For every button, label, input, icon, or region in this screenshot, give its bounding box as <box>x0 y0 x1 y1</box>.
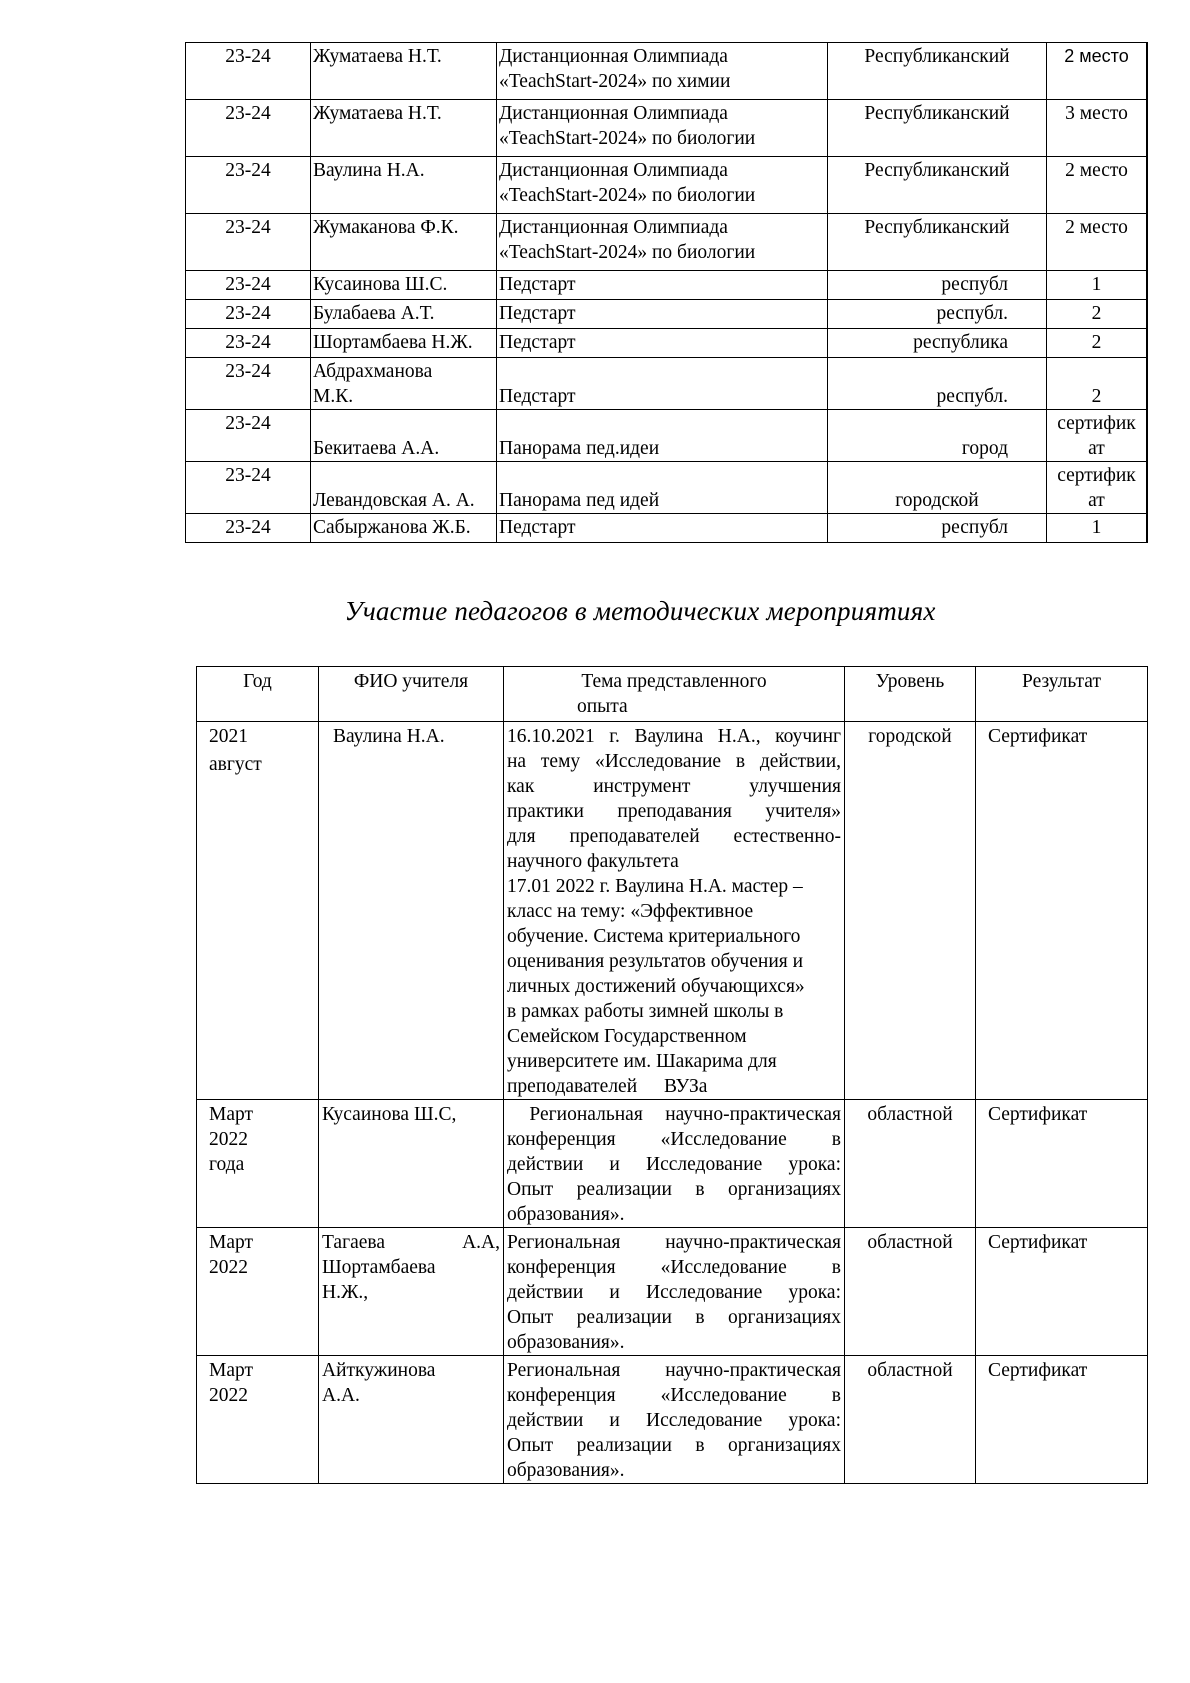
teacher-cell: Ваулина Н.А. <box>319 722 504 1100</box>
teacher-cell: Ваулина Н.А. <box>311 157 497 214</box>
level-cell: республ. <box>828 358 1047 410</box>
level-cell: республ. <box>828 300 1047 329</box>
year-cell: 23-24 <box>186 329 311 358</box>
table-row <box>186 358 1148 410</box>
event-cell: Педстарт <box>497 329 828 358</box>
topic-cell: Региональная научно-практическая конференция «Исследование в действии и Исследование урока: Опыт реализации в организациях образования». <box>504 1100 845 1228</box>
result-cell: Сертификат <box>976 1228 1148 1356</box>
header-teacher: ФИО учителя <box>319 667 504 722</box>
event-cell: Дистанционная Олимпиада «TeachStart-2024» по химии <box>497 43 828 100</box>
event-cell: Педстарт <box>497 271 828 300</box>
teacher-cell: Кусаинова Ш.С. <box>311 271 497 300</box>
event-cell: Педстарт <box>497 358 828 410</box>
result-cell: 2 место <box>1047 157 1148 214</box>
teacher-cell: Жуматаева Н.Т. <box>311 100 497 157</box>
teacher-cell: Жумаканова Ф.К. <box>311 214 497 271</box>
teacher-cell: Айткужинова А.А. <box>319 1356 504 1484</box>
result-cell: Сертификат <box>976 1100 1148 1228</box>
year-cell: 23-24 <box>186 514 311 543</box>
competitions-table <box>185 42 1148 543</box>
result-cell: 2 <box>1047 300 1148 329</box>
section-title: Участие педагогов в методических мероприятиях <box>344 596 936 626</box>
teacher-cell: Сабыржанова Ж.Б. <box>311 514 497 543</box>
result-cell: сертифик ат <box>1047 462 1148 514</box>
table-row <box>186 100 1148 157</box>
header-year: Год <box>197 667 319 722</box>
table-row <box>197 1228 1148 1356</box>
teacher-cell: Тагаева А.А, Шортамбаева Н.Ж., <box>319 1228 504 1356</box>
event-cell: Панорама пед идей <box>497 462 828 514</box>
table-row <box>197 722 1148 1100</box>
year-cell: 23-24 <box>186 43 311 100</box>
table-row <box>186 462 1148 514</box>
header-level: Уровень <box>845 667 976 722</box>
topic-cell: 16.10.2021 г. Ваулина Н.А., коучинг на тему «Исследование в действии, как инструмент улучшения практики преподавания учителя» для преподавателей естественно- научного факультета 17.01 2022 г. Ваулина Н.А. мастер – класс на тему: «Эффективное обучение. Система критериального оценивания результатов обучения и личных достижений обучающихся» в рамках работы зимней школы в Семейском Государственном университете им. Шакарима для преподавателей ВУЗа <box>504 722 845 1100</box>
teacher-cell: Жуматаева Н.Т. <box>311 43 497 100</box>
level-cell: Республиканский <box>828 100 1047 157</box>
year-cell: Март 2022 <box>197 1356 319 1484</box>
level-cell: областной <box>845 1228 976 1356</box>
table-row <box>186 214 1148 271</box>
header-topic: Тема представленного опыта <box>504 667 845 722</box>
level-cell: республ <box>828 514 1047 543</box>
event-cell: Педстарт <box>497 514 828 543</box>
year-cell: 23-24 <box>186 214 311 271</box>
level-cell: городской <box>845 722 976 1100</box>
result-cell: 2 место <box>1047 43 1148 100</box>
level-cell: городской <box>828 462 1047 514</box>
teacher-cell: Шортамбаева Н.Ж. <box>311 329 497 358</box>
table-row <box>197 1356 1148 1484</box>
table-header-row <box>197 667 1148 722</box>
table-row <box>197 1100 1148 1228</box>
event-cell: Дистанционная Олимпиада «TeachStart-2024» по биологии <box>497 214 828 271</box>
table-row <box>186 300 1148 329</box>
table-row <box>186 410 1148 462</box>
year-cell: 23-24 <box>186 100 311 157</box>
table-row <box>186 271 1148 300</box>
table-row <box>186 43 1148 100</box>
result-cell: 2 <box>1047 329 1148 358</box>
level-cell: Республиканский <box>828 43 1047 100</box>
year-cell: 23-24 <box>186 157 311 214</box>
result-cell: 1 <box>1047 271 1148 300</box>
topic-cell: Региональная научно-практическая конференция «Исследование в действии и Исследование урока: Опыт реализации в организациях образования». <box>504 1228 845 1356</box>
level-cell: республ <box>828 271 1047 300</box>
table-row <box>186 514 1148 543</box>
year-cell: 23-24 <box>186 300 311 329</box>
year-cell: Март 2022 года <box>197 1100 319 1228</box>
year-cell: 23-24 <box>186 271 311 300</box>
header-result: Результат <box>976 667 1148 722</box>
event-cell: Панорама пед.идеи <box>497 410 828 462</box>
result-cell: Сертификат <box>976 722 1148 1100</box>
event-cell: Педстарт <box>497 300 828 329</box>
level-cell: Республиканский <box>828 157 1047 214</box>
level-cell: областной <box>845 1356 976 1484</box>
level-cell: Республиканский <box>828 214 1047 271</box>
result-cell: 2 место <box>1047 214 1148 271</box>
teacher-cell: Кусаинова Ш.С, <box>319 1100 504 1228</box>
teacher-cell: Бекитаева А.А. <box>311 410 497 462</box>
table-row <box>186 329 1148 358</box>
result-cell: 3 место <box>1047 100 1148 157</box>
result-cell: 1 <box>1047 514 1148 543</box>
result-cell: 2 <box>1047 358 1148 410</box>
teacher-cell: Абдрахманова М.К. <box>311 358 497 410</box>
teacher-cell: Левандовская А. А. <box>311 462 497 514</box>
event-cell: Дистанционная Олимпиада «TeachStart-2024» по биологии <box>497 157 828 214</box>
year-cell: 2021 август <box>197 722 319 1100</box>
year-cell: 23-24 <box>186 462 311 514</box>
table-row <box>186 157 1148 214</box>
topic-cell: Региональная научно-практическая конференция «Исследование в действии и Исследование урока: Опыт реализации в организациях образования». <box>504 1356 845 1484</box>
methodical-events-table <box>196 666 1148 1484</box>
result-cell: Сертификат <box>976 1356 1148 1484</box>
teacher-cell: Булабаева А.Т. <box>311 300 497 329</box>
level-cell: областной <box>845 1100 976 1228</box>
event-cell: Дистанционная Олимпиада «TeachStart-2024» по биологии <box>497 100 828 157</box>
year-cell: Март 2022 <box>197 1228 319 1356</box>
year-cell: 23-24 <box>186 358 311 410</box>
level-cell: республика <box>828 329 1047 358</box>
year-cell: 23-24 <box>186 410 311 462</box>
level-cell: город <box>828 410 1047 462</box>
result-cell: сертифик ат <box>1047 410 1148 462</box>
